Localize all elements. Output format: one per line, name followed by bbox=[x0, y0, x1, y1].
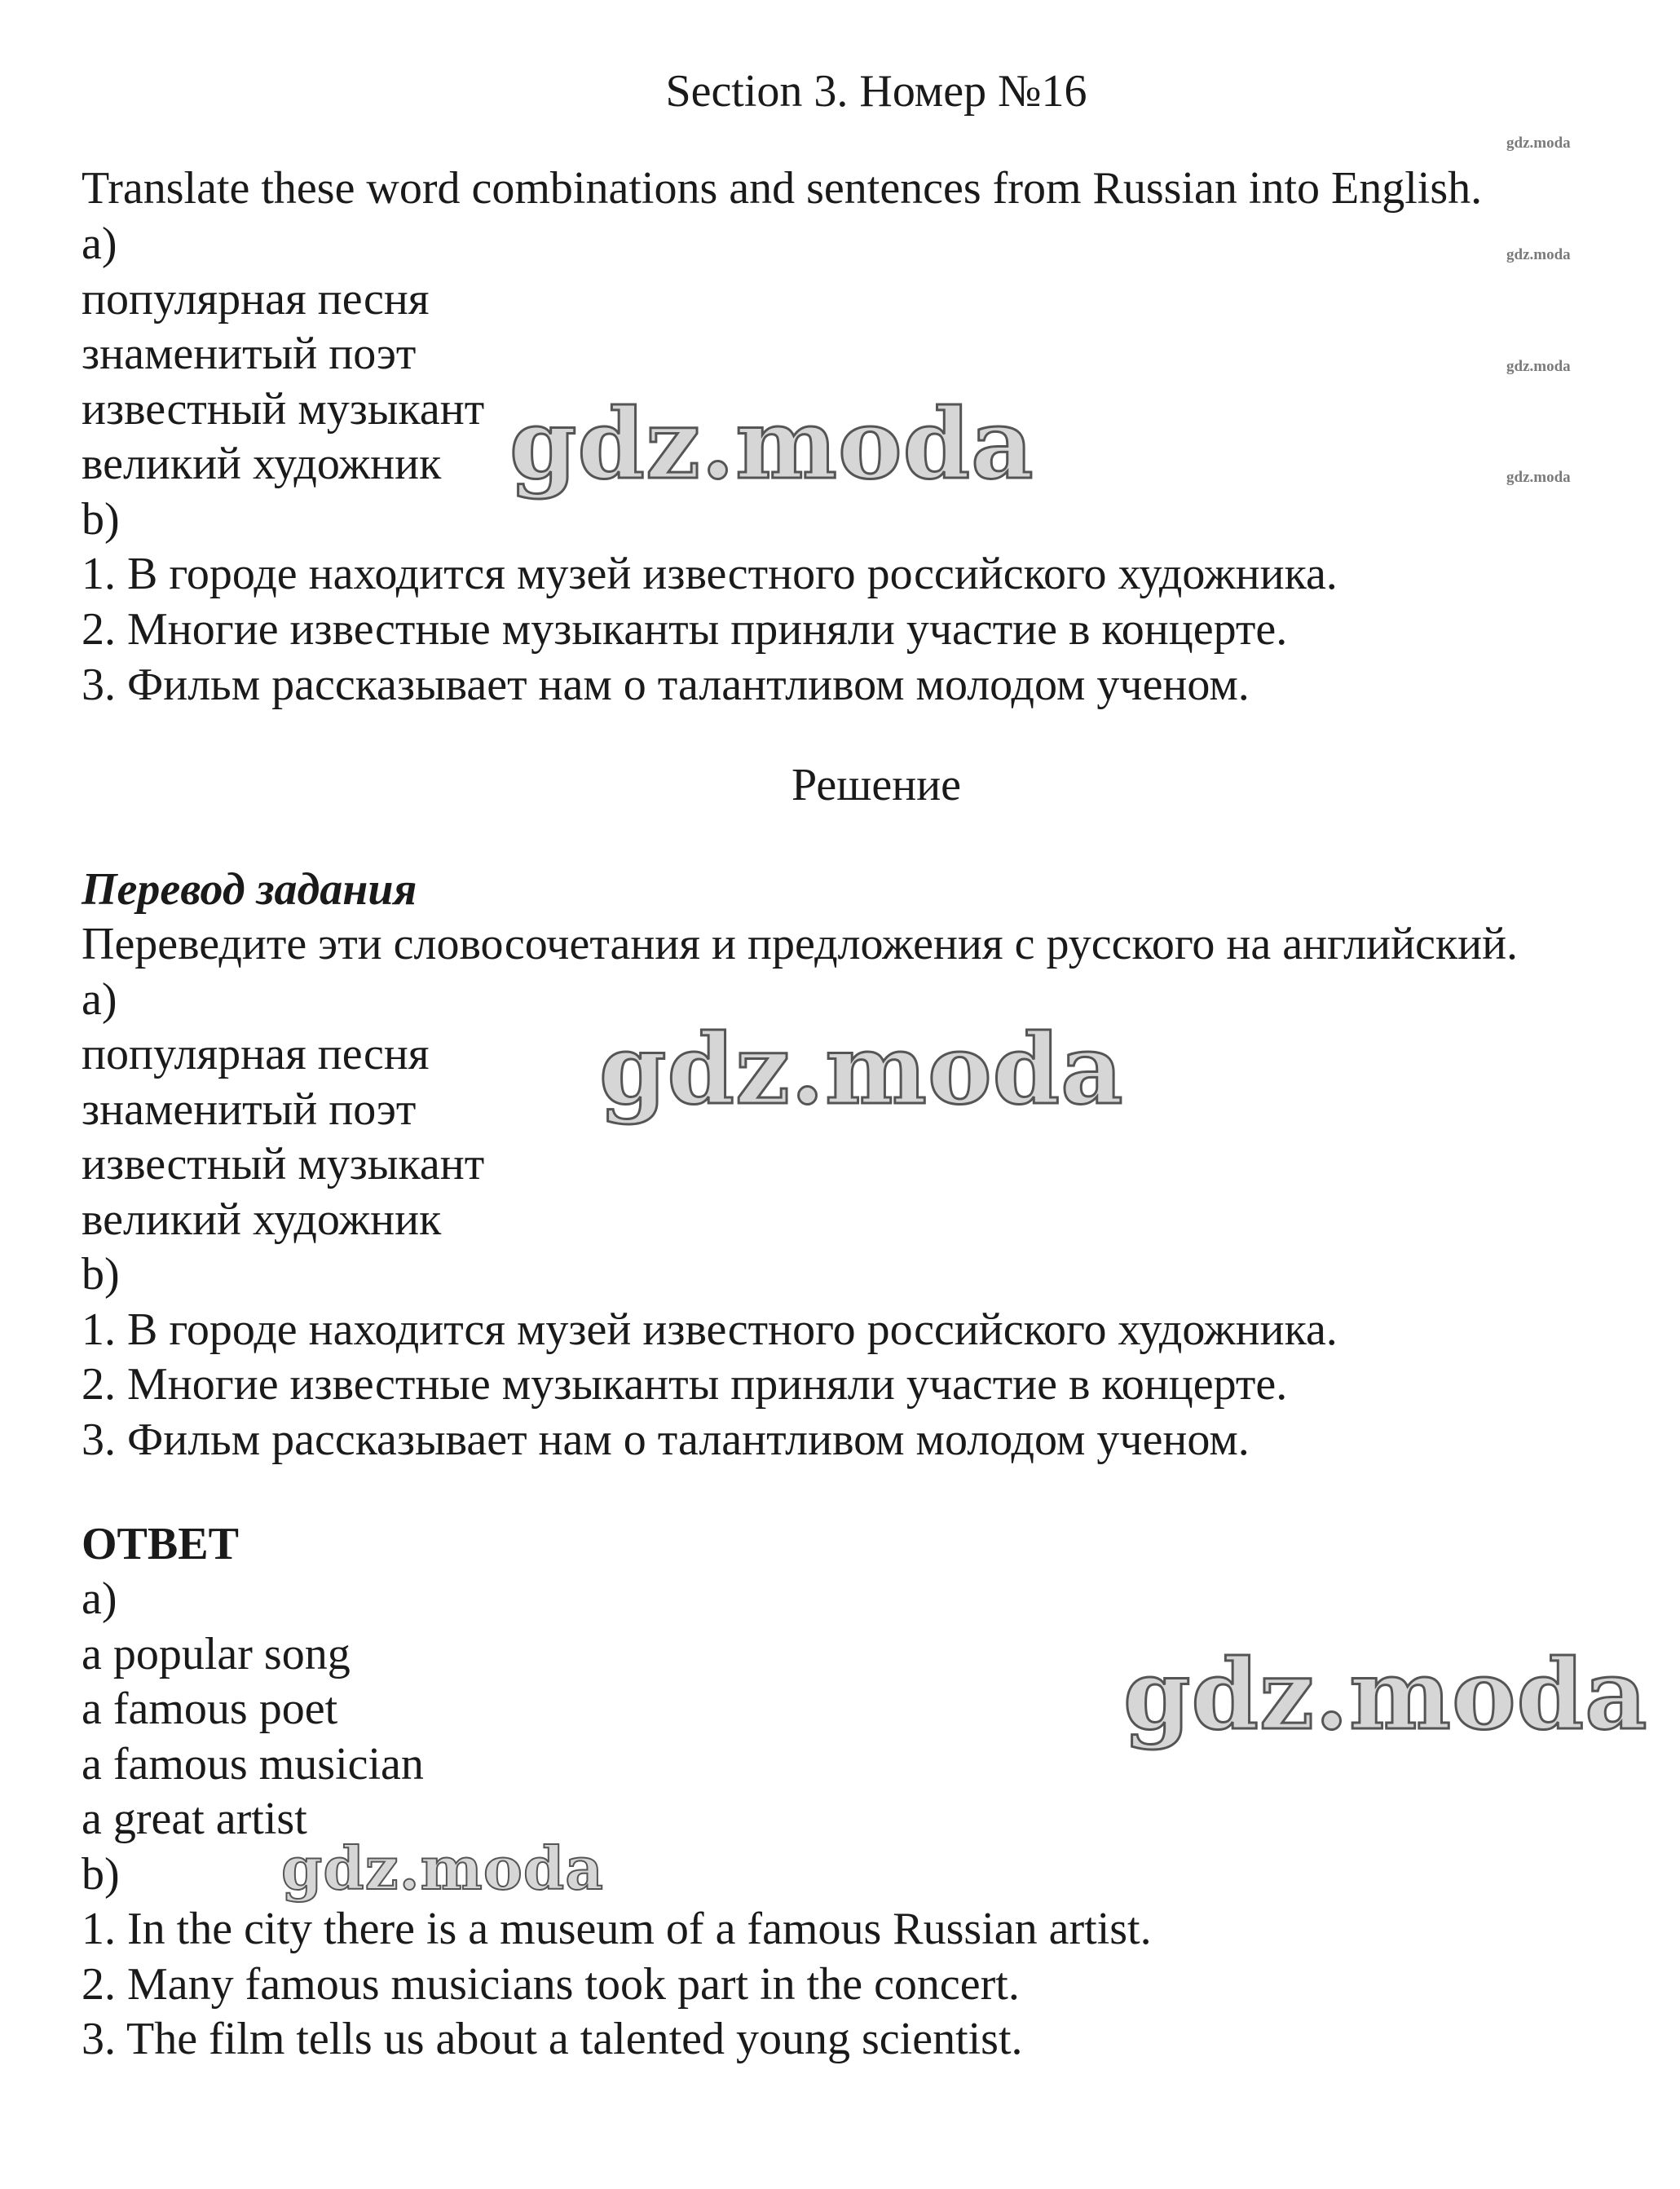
translation-part-b-label: b) bbox=[82, 1249, 120, 1300]
translation-heading: Перевод задания bbox=[82, 864, 417, 915]
watermark-large: gdz.moda bbox=[509, 387, 1034, 501]
translation-item: популярная песня bbox=[82, 1029, 430, 1079]
task-item: знаменитый поэт bbox=[82, 329, 417, 379]
answer-part-b-label: b) bbox=[82, 1849, 120, 1900]
translation-sentence: 2. Многие известные музыканты приняли участие в концерте. bbox=[82, 1359, 1288, 1410]
solution-heading: Решение bbox=[791, 760, 962, 810]
watermark-large: gdz.moda bbox=[599, 1013, 1124, 1126]
watermark-small: gdz.moda bbox=[1506, 246, 1571, 263]
task-part-b-label: b) bbox=[82, 494, 120, 545]
task-part-a-label: a) bbox=[82, 218, 117, 269]
answer-item: a famous musician bbox=[82, 1739, 424, 1790]
translation-instruction: Переведите эти словосочетания и предложения с русского на английский. bbox=[82, 919, 1519, 969]
watermark-large: gdz.moda bbox=[1123, 1638, 1648, 1751]
answer-item: a great artist bbox=[82, 1794, 307, 1844]
task-sentence: 2. Многие известные музыканты приняли участие в концерте. bbox=[82, 604, 1288, 655]
translation-part-a-label: a) bbox=[82, 974, 117, 1025]
answer-sentence: 3. The film tells us about a talented young scientist. bbox=[82, 2014, 1023, 2064]
task-instruction: Translate these word combinations and sentences from Russian into English. bbox=[82, 163, 1483, 214]
task-item: популярная песня bbox=[82, 274, 430, 324]
task-item: известный музыкант bbox=[82, 384, 485, 435]
answer-sentence: 2. Many famous musicians took part in the concert. bbox=[82, 1959, 1020, 2010]
task-item: великий художник bbox=[82, 439, 442, 489]
translation-item: известный музыкант bbox=[82, 1139, 485, 1189]
watermark-small: gdz.moda bbox=[1506, 469, 1571, 486]
answer-part-a-label: a) bbox=[82, 1573, 117, 1624]
answer-heading: ОТВЕТ bbox=[82, 1519, 239, 1569]
translation-item: великий художник bbox=[82, 1194, 442, 1245]
page-title: Section 3. Номер №16 bbox=[665, 66, 1087, 117]
answer-item: a popular song bbox=[82, 1629, 351, 1679]
task-sentence: 3. Фильм рассказывает нам о талантливом молодом ученом. bbox=[82, 660, 1250, 710]
translation-sentence: 1. В городе находится музей известного российского художника. bbox=[82, 1304, 1338, 1355]
watermark-small: gdz.moda bbox=[1506, 358, 1571, 375]
answer-item: a famous poet bbox=[82, 1684, 338, 1734]
task-sentence: 1. В городе находится музей известного российского художника. bbox=[82, 549, 1338, 599]
translation-sentence: 3. Фильм рассказывает нам о талантливом молодом ученом. bbox=[82, 1414, 1250, 1465]
watermark-medium: gdz.moda bbox=[281, 1834, 604, 1903]
answer-sentence: 1. In the city there is a museum of a famous Russian artist. bbox=[82, 1904, 1152, 1954]
translation-item: знаменитый поэт bbox=[82, 1084, 417, 1135]
watermark-small: gdz.moda bbox=[1506, 135, 1571, 152]
